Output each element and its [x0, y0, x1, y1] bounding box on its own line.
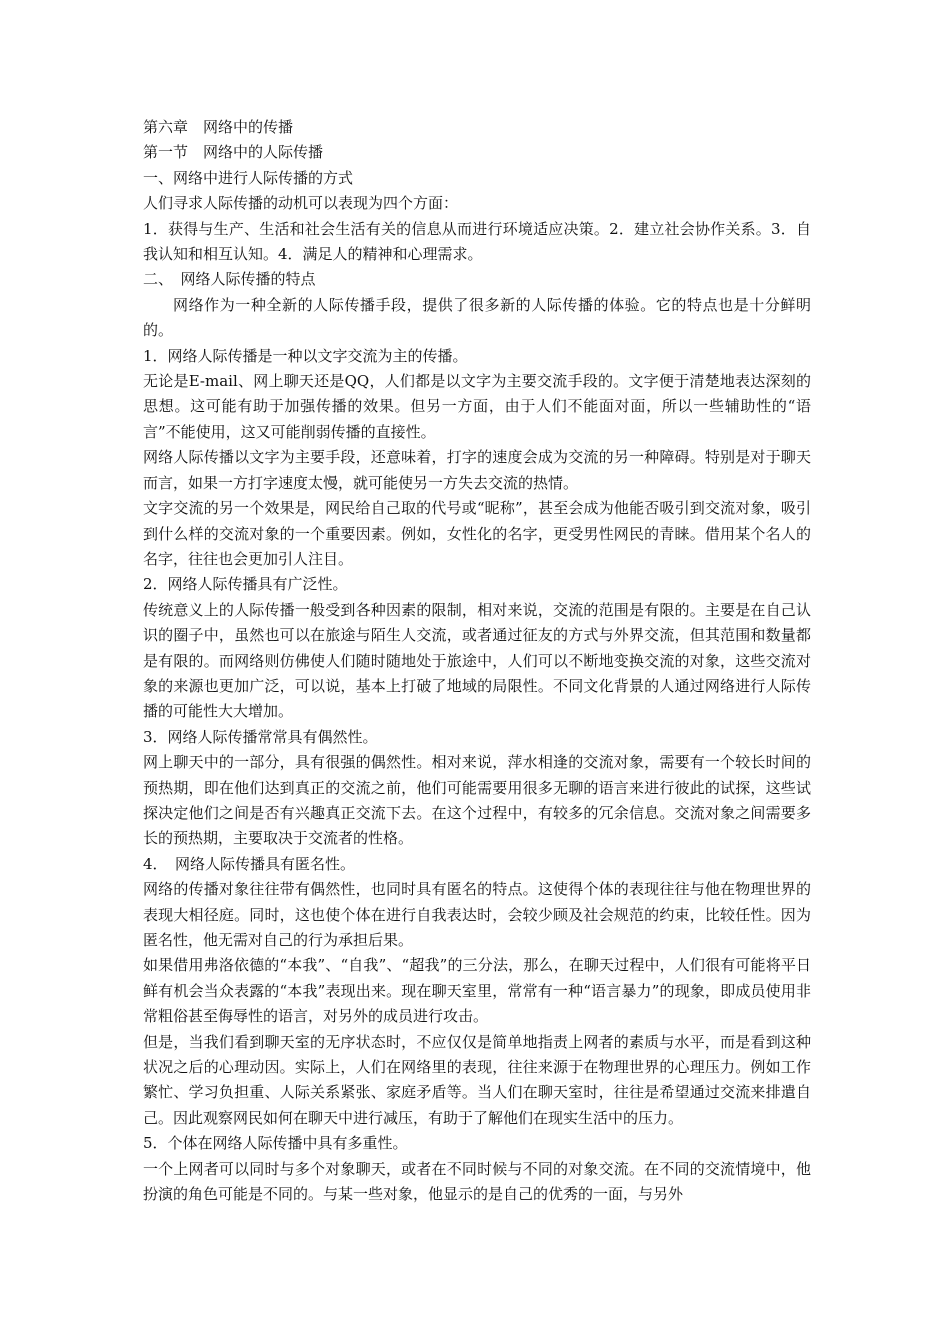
point1-title: 1．网络人际传播是一种以文字交流为主的传播。 — [143, 346, 468, 365]
section-title: 第一节 网络中的人际传播 — [143, 143, 324, 162]
point2-title: 2．网络人际传播具有广泛性。 — [143, 575, 348, 594]
point4-title: 4． 网络人际传播具有匿名性。 — [143, 854, 356, 873]
point1-paragraph-2: 网络人际传播以文字为主要手段，还意味着，打字的速度会成为交流的另一种障碍。特别是对于聊天而言，如果一方打字速度太慢，就可能使另一方失去交流的热情。 — [143, 448, 811, 492]
part2-intro: 网络作为一种全新的人际传播手段，提供了很多新的人际传播的体验。它的特点也是十分鲜明的。 — [143, 295, 811, 340]
point3-title: 3．网络人际传播常常具有偶然性。 — [143, 727, 378, 746]
point5-title: 5．个体在网络人际传播中具有多重性。 — [143, 1134, 408, 1153]
part1-motives: 1．获得与生产、生活和社会生活有关的信息从而进行环境适应决策。2．建立社会协作关系。3．自我认知和相互认知。4．满足人的精神和心理需求。 — [143, 219, 811, 264]
point4-paragraph-3: 但是，当我们看到聊天室的无序状态时，不应仅仅是简单地指责上网者的素质与水平，而是看到这种状况之后的心理动因。实际上，人们在网络里的表现，往往来源于在物理世界的心理压力。例如工作繁忙、学习负担重、人际关系紧张、家庭矛盾等。当人们在聊天室时，往往是希望通过交流来排遣自己。因此观察网民如何在聊天中进行减压，有助于了解他们在现实生活中的压力。 — [143, 1032, 811, 1127]
point3-paragraph-1: 网上聊天中的一部分，具有很强的偶然性。相对来说，萍水相逢的交流对象，需要有一个较长时间的预热期，即在他们达到真正的交流之前，他们可能需要用很多无聊的语言来进行彼此的试探，这些试探决定他们之间是否有兴趣真正交流下去。在这个过程中，有较多的冗余信息。交流对象之间需要多长的预热期，主要取决于交流者的性格。 — [143, 753, 811, 848]
point2-paragraph-1: 传统意义上的人际传播一般受到各种因素的限制，相对来说，交流的范围是有限的。主要是在自己认识的圈子中，虽然也可以在旅途与陌生人交流，或者通过征友的方式与外界交流，但其范围和数量都是有限的。而网络则仿佛使人们随时随地处于旅途中，人们可以不断地变换交流的对象，这些交流对象的来源也更加广泛，可以说，基本上打破了地域的局限性。不同文化背景的人通过网络进行人际传播的可能性大大增加。 — [143, 600, 811, 721]
chapter-title: 第六章 网络中的传播 — [143, 118, 294, 136]
document-page — [143, 115, 811, 1207]
point1-paragraph-1: 无论是E-mail、网上聊天还是QQ，人们都是以文字为主要交流手段的。文字便于清楚地表达深刻的思想。这可能有助于加强传播的效果。但另一方面，由于人们不能面对面，所以一些辅助性的“语言”不能使用，这又可能削弱传播的直接性。 — [143, 372, 811, 441]
point5-paragraph-1: 一个上网者可以同时与多个对象聊天，或者在不同时候与不同的对象交流。在不同的交流情境中，他扮演的角色可能是不同的。与某一些对象，他显示的是自己的优秀的一面，与另外 — [143, 1159, 811, 1204]
point4-paragraph-1: 网络的传播对象往往带有偶然性，也同时具有匿名的特点。这使得个体的表现往往与他在物理世界的表现大相径庭。同时，这也使个体在进行自我表达时，会较少顾及社会规范的约束，比较任性。因为匿名性，他无需对自己的行为承担后果。 — [143, 880, 811, 949]
part2-heading: 二、 网络人际传播的特点 — [143, 270, 316, 289]
point4-paragraph-2: 如果借用弗洛依德的“本我”、“自我”、“超我”的三分法，那么，在聊天过程中，人们很有可能将平日鲜有机会当众表露的“本我”表现出来。现在聊天室里，常常有一种“语言暴力”的现象，即成员使用非常粗俗甚至侮辱性的语言，对另外的成员进行攻击。 — [143, 956, 811, 1026]
point1-paragraph-3: 文字交流的另一个效果是，网民给自己取的代号或“昵称”，甚至会成为他能否吸引到交流对象，吸引到什么样的交流对象的一个重要因素。例如，女性化的名字，更受男性网民的青睐。借用某个名人的名字，往往也会更加引人注目。 — [143, 499, 811, 568]
part1-intro: 人们寻求人际传播的动机可以表现为四个方面： — [143, 194, 459, 213]
part1-heading: 一、网络中进行人际传播的方式 — [143, 168, 354, 187]
